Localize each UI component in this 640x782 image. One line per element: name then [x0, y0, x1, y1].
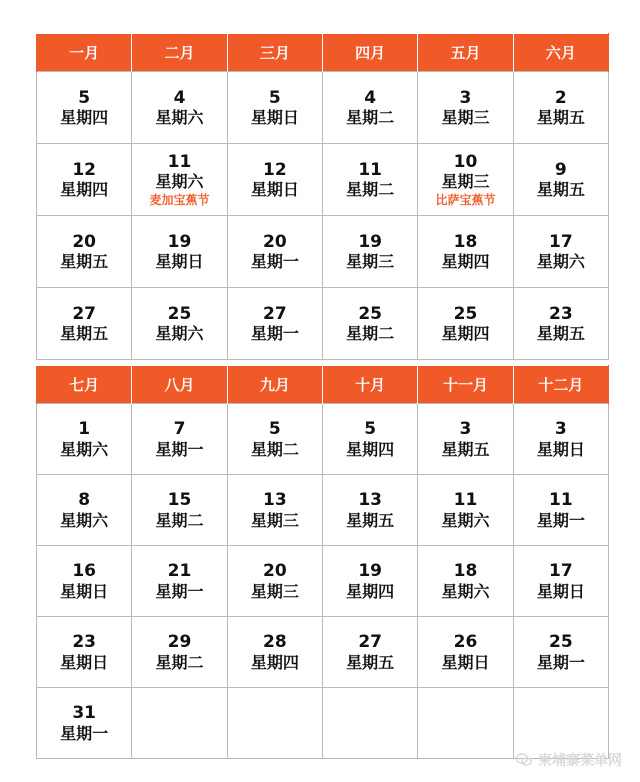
month-header: 七月 — [37, 366, 132, 404]
day-number: 27 — [262, 303, 287, 324]
day-number: 12 — [262, 159, 287, 180]
weekday-label: 星期四 — [346, 581, 395, 601]
month-header: 十一月 — [418, 366, 513, 404]
day-number: 19 — [167, 231, 192, 252]
weekday-label: 星期二 — [250, 439, 299, 459]
day-number: 31 — [72, 703, 96, 724]
day-number: 20 — [262, 561, 287, 582]
day-number: 25 — [548, 632, 573, 653]
date-cell — [418, 72, 513, 144]
date-cell — [132, 216, 227, 288]
date-cell — [227, 617, 322, 688]
date-cell — [513, 144, 608, 216]
date-cell — [322, 288, 417, 360]
date-cell — [418, 288, 513, 360]
day-number: 8 — [78, 490, 91, 511]
day-number: 19 — [358, 561, 382, 582]
day-number: 3 — [459, 87, 472, 108]
weekday-label: 星期日 — [250, 108, 299, 128]
date-cell — [227, 288, 322, 360]
weekday-label: 星期一 — [155, 439, 204, 459]
day-number: 10 — [453, 151, 478, 172]
month-header-row — [37, 34, 609, 72]
weekday-label: 星期五 — [536, 324, 585, 344]
weekday-label: 星期三 — [250, 581, 299, 601]
date-cell — [418, 688, 513, 759]
wechat-icon — [516, 753, 532, 767]
weekday-label: 星期六 — [60, 510, 109, 530]
date-cell — [322, 72, 417, 144]
date-cell — [227, 475, 322, 546]
date-cell — [513, 288, 608, 360]
date-cell — [322, 144, 417, 216]
day-number: 3 — [459, 419, 472, 440]
day-number: 13 — [262, 490, 287, 511]
weekday-label: 星期四 — [346, 439, 395, 459]
date-cell — [132, 546, 227, 617]
weekday-label: 星期五 — [441, 439, 490, 459]
date-row — [37, 72, 609, 144]
calendar-table-jan-jun — [36, 33, 609, 360]
date-cell — [513, 404, 608, 475]
day-number: 23 — [548, 303, 573, 324]
weekday-label: 星期六 — [441, 510, 490, 530]
weekday-label: 星期四 — [441, 324, 490, 344]
weekday-label: 星期二 — [155, 652, 204, 672]
day-number: 16 — [72, 561, 96, 582]
date-cell — [322, 404, 417, 475]
weekday-label: 星期六 — [155, 324, 204, 344]
date-cell — [418, 617, 513, 688]
date-cell — [37, 617, 132, 688]
date-row — [37, 688, 609, 759]
weekday-label: 星期五 — [346, 510, 395, 530]
date-cell — [132, 288, 227, 360]
day-number: 13 — [358, 490, 382, 511]
month-header: 十月 — [322, 366, 417, 404]
day-number: 17 — [548, 561, 573, 582]
month-header: 十二月 — [513, 366, 608, 404]
date-row — [37, 216, 609, 288]
day-number: 25 — [453, 303, 478, 324]
date-cell — [37, 72, 132, 144]
date-cell — [322, 546, 417, 617]
day-number: 12 — [72, 159, 96, 180]
date-cell — [37, 144, 132, 216]
date-cell — [132, 144, 227, 216]
day-number: 11 — [548, 490, 573, 511]
day-number: 3 — [554, 419, 567, 440]
watermark — [516, 750, 622, 770]
watermark-text: 柬埔寨菜单网 — [538, 753, 622, 769]
date-cell — [513, 617, 608, 688]
day-number: 18 — [453, 231, 478, 252]
date-cell — [37, 688, 132, 759]
date-cell — [227, 688, 322, 759]
day-number: 4 — [173, 87, 186, 108]
day-number: 27 — [358, 632, 382, 653]
weekday-label: 星期二 — [155, 510, 204, 530]
weekday-label: 星期二 — [346, 180, 395, 200]
date-cell — [418, 404, 513, 475]
weekday-label: 星期五 — [536, 108, 585, 128]
weekday-label: 星期五 — [536, 180, 585, 200]
weekday-label: 星期三 — [250, 510, 299, 530]
date-cell — [513, 688, 608, 759]
date-cell — [322, 688, 417, 759]
weekday-label: 星期二 — [346, 324, 395, 344]
date-row — [37, 288, 609, 360]
date-row — [37, 475, 609, 546]
month-header: 四月 — [322, 34, 417, 72]
weekday-label: 星期四 — [60, 108, 109, 128]
date-cell — [513, 546, 608, 617]
month-header: 二月 — [132, 34, 227, 72]
weekday-label: 星期日 — [250, 180, 299, 200]
date-cell — [418, 546, 513, 617]
weekday-label: 星期六 — [60, 439, 109, 459]
weekday-label: 星期一 — [155, 581, 204, 601]
day-number: 2 — [554, 87, 567, 108]
day-number: 25 — [358, 303, 382, 324]
weekday-label: 星期五 — [60, 324, 109, 344]
day-number: 20 — [262, 231, 287, 252]
date-cell — [322, 216, 417, 288]
date-row — [37, 404, 609, 475]
date-cell — [132, 404, 227, 475]
weekday-label: 星期三 — [346, 252, 395, 272]
weekday-label: 星期日 — [536, 439, 585, 459]
day-number: 23 — [72, 632, 96, 653]
day-number: 29 — [167, 632, 192, 653]
weekday-label: 星期五 — [60, 252, 109, 272]
day-number: 18 — [453, 561, 478, 582]
day-number: 19 — [358, 231, 382, 252]
date-cell — [37, 404, 132, 475]
weekday-label: 星期一 — [536, 652, 585, 672]
date-cell — [418, 216, 513, 288]
day-number: 5 — [78, 87, 91, 108]
month-header: 六月 — [513, 34, 608, 72]
day-number: 4 — [364, 87, 377, 108]
date-row — [37, 144, 609, 216]
date-cell — [322, 475, 417, 546]
day-number: 26 — [453, 632, 478, 653]
day-number: 20 — [72, 231, 96, 252]
month-header: 八月 — [132, 366, 227, 404]
month-header: 五月 — [418, 34, 513, 72]
weekday-label: 星期一 — [536, 510, 585, 530]
date-cell — [132, 617, 227, 688]
weekday-label: 星期四 — [441, 252, 490, 272]
weekday-label: 星期六 — [536, 252, 585, 272]
month-header-row — [37, 366, 609, 404]
date-cell — [132, 688, 227, 759]
day-number: 28 — [262, 632, 287, 653]
month-header: 一月 — [37, 34, 132, 72]
day-number: 5 — [364, 419, 377, 440]
date-row — [37, 617, 609, 688]
month-header: 三月 — [227, 34, 322, 72]
day-number: 5 — [268, 87, 281, 108]
weekday-label: 星期三 — [441, 171, 490, 191]
date-cell — [132, 475, 227, 546]
weekday-label: 星期四 — [60, 180, 109, 200]
date-cell — [322, 617, 417, 688]
weekday-label: 星期三 — [441, 108, 490, 128]
date-cell — [513, 72, 608, 144]
weekday-label: 星期六 — [441, 581, 490, 601]
weekday-label: 星期二 — [346, 108, 395, 128]
weekday-label: 星期日 — [155, 252, 204, 272]
date-cell — [227, 404, 322, 475]
day-number: 7 — [173, 419, 186, 440]
day-number: 5 — [268, 419, 281, 440]
festival-label: 麦加宝蕉节 — [149, 193, 210, 208]
weekday-label: 星期四 — [250, 652, 299, 672]
date-cell — [37, 475, 132, 546]
weekday-label: 星期日 — [536, 581, 585, 601]
day-number: 11 — [167, 151, 192, 172]
date-row — [37, 546, 609, 617]
date-cell — [227, 216, 322, 288]
day-number: 11 — [358, 159, 382, 180]
weekday-label: 星期日 — [441, 652, 490, 672]
weekday-label: 星期一 — [250, 324, 299, 344]
weekday-label: 星期一 — [60, 723, 109, 743]
festival-label: 比萨宝蕉节 — [435, 193, 496, 208]
day-number: 25 — [167, 303, 192, 324]
day-number: 9 — [554, 159, 567, 180]
day-number: 11 — [453, 490, 478, 511]
date-cell — [132, 72, 227, 144]
day-number: 15 — [167, 490, 192, 511]
day-number: 21 — [167, 561, 192, 582]
weekday-label: 星期五 — [346, 652, 395, 672]
date-cell — [227, 546, 322, 617]
date-cell — [37, 546, 132, 617]
date-cell — [37, 288, 132, 360]
day-number: 27 — [72, 303, 96, 324]
weekday-label: 星期一 — [250, 252, 299, 272]
calendar-table-jul-dec — [36, 365, 609, 759]
day-number: 17 — [548, 231, 573, 252]
date-cell — [37, 216, 132, 288]
weekday-label: 星期六 — [155, 171, 204, 191]
date-cell — [227, 72, 322, 144]
weekday-label: 星期日 — [60, 581, 109, 601]
date-cell — [227, 144, 322, 216]
date-cell — [513, 475, 608, 546]
weekday-label: 星期六 — [155, 108, 204, 128]
date-cell — [418, 144, 513, 216]
day-number: 1 — [78, 419, 91, 440]
month-header: 九月 — [227, 366, 322, 404]
date-cell — [418, 475, 513, 546]
weekday-label: 星期日 — [60, 652, 109, 672]
date-cell — [513, 216, 608, 288]
